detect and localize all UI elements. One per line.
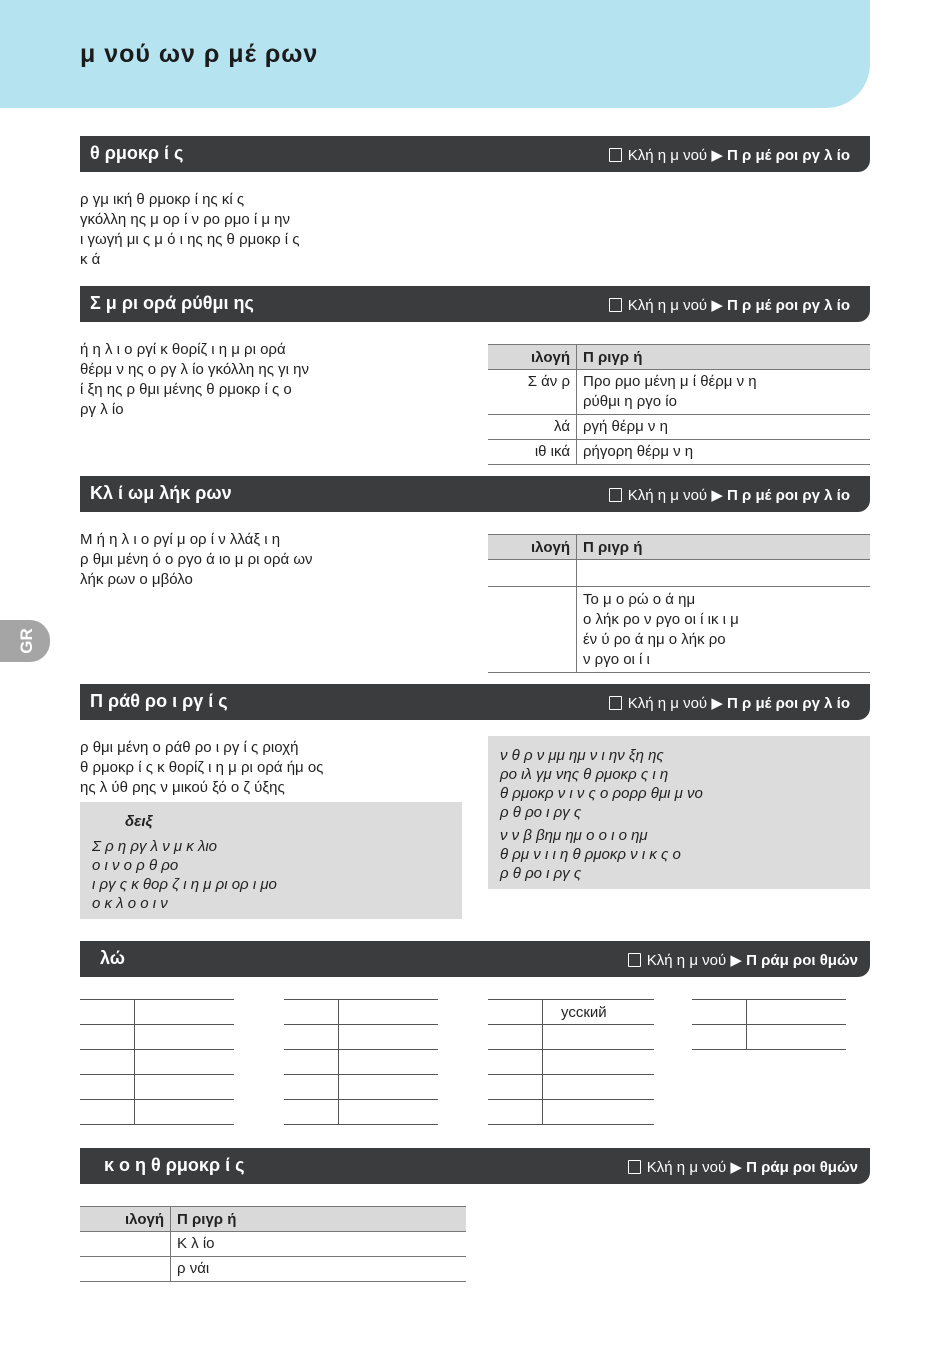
play-arrow-icon: ▶ <box>711 695 723 712</box>
language-row[interactable] <box>80 1075 234 1100</box>
language-code <box>488 1075 543 1100</box>
table-row <box>488 370 870 415</box>
language-row[interactable] <box>488 1000 654 1025</box>
info-line: ν ν β βημ ημ ο ο ι ο ημ <box>500 827 648 844</box>
language-name <box>747 1000 847 1025</box>
language-name <box>135 1025 235 1050</box>
language-code <box>80 1000 135 1025</box>
body-line: ί ξη ης ρ θμι μένης θ ρμοκρ ί ς ο <box>80 381 292 398</box>
side-tab-label: GR <box>16 628 36 654</box>
language-name <box>747 1025 847 1050</box>
play-arrow-icon: ▶ <box>730 952 742 969</box>
table-cell <box>80 1232 171 1257</box>
table-cell: ρήγορη θέρμ ν η <box>577 440 871 465</box>
language-code <box>284 1050 339 1075</box>
table-header: ιλογή <box>488 345 577 370</box>
body-line: Μ ή η λ ι ο ργί μ ορ ί ν λλάξ ι η <box>80 531 281 548</box>
language-list <box>488 999 654 1125</box>
language-row[interactable] <box>488 1050 654 1075</box>
info-line: θ ρμ ν ι ι η θ ρμοκρ ν ι κ ς ο <box>500 846 681 863</box>
language-name <box>543 1025 655 1050</box>
table-cell: ργή θέρμ ν η <box>577 415 871 440</box>
menu-path-prefix: Κλή η μ νού <box>627 487 708 504</box>
language-row[interactable] <box>284 1050 438 1075</box>
table-cell <box>488 560 577 587</box>
menu-path <box>609 296 850 314</box>
language-code <box>692 1025 747 1050</box>
table-row <box>80 1257 466 1282</box>
table-cell: Το μ ο ρώ ο ά ημ ο λήκ ρο ν ργο οι ί ικ ι μ έν ύ ρο ά ημ ο λήκ ρο ν ργο οι ί ι <box>577 587 871 673</box>
language-list <box>284 999 438 1125</box>
table-header: Π ριγρ ή <box>577 535 871 560</box>
note-line: ι ργ ς κ θορ ζ ι η μ ρι ορ ι μο <box>92 876 277 893</box>
info-box <box>488 736 870 889</box>
language-row[interactable] <box>80 1050 234 1075</box>
section-bar-language <box>80 941 870 977</box>
menu-path-prefix: Κλή η μ νού <box>646 952 727 969</box>
language-name <box>135 1000 235 1025</box>
language-code <box>488 1000 543 1025</box>
menu-path-prefix: Κλή η μ νού <box>627 297 708 314</box>
body-line: ρ γμ ική θ ρμοκρ ί ης κί ς <box>80 191 245 208</box>
note-line: ο κ λ ο ο ι ν <box>92 895 168 912</box>
language-row[interactable] <box>284 1000 438 1025</box>
language-row[interactable] <box>284 1100 438 1125</box>
menu-path-target: Π ράμ ροι θμών <box>746 952 858 969</box>
document-icon <box>609 148 622 162</box>
language-name <box>339 1025 439 1050</box>
menu-path <box>609 486 850 504</box>
table-cell: Κ λ ίο <box>171 1232 467 1257</box>
section-bar-temperature-unit <box>80 1148 870 1184</box>
menu-path <box>628 951 858 969</box>
play-arrow-icon: ▶ <box>711 487 723 504</box>
body-line: λήκ ρων ο μβόλο <box>80 571 193 588</box>
menu-path-target: Π ράμ ροι θμών <box>746 1159 858 1176</box>
section-title: Κλ ί ωμ λήκ ρων <box>90 483 232 503</box>
language-row[interactable] <box>488 1100 654 1125</box>
table-header: Π ριγρ ή <box>577 345 871 370</box>
body-line: θέρμ ν ης ο ργ λ ίο γκόλλη ης γι ην <box>80 361 309 378</box>
language-side-tab <box>0 620 50 662</box>
language-code <box>692 1000 747 1025</box>
section-bar-operating-window <box>80 684 870 720</box>
language-code <box>284 1025 339 1050</box>
table-header: ιλογή <box>80 1207 171 1232</box>
language-name <box>543 1050 655 1075</box>
table-cell <box>488 587 577 673</box>
options-table <box>80 1206 466 1282</box>
language-name <box>339 1075 439 1100</box>
body-line: ης λ ύθ ρης ν μικού ξό ο ζ ύξης <box>80 779 285 796</box>
language-row[interactable] <box>284 1075 438 1100</box>
menu-path <box>609 694 850 712</box>
menu-path <box>609 146 850 164</box>
section-title: κ ο η θ ρμοκρ ί ς <box>104 1155 245 1175</box>
table-row <box>488 415 870 440</box>
menu-path-prefix: Κλή η μ νού <box>627 147 708 164</box>
body-line: ρ θμι μένη ο ράθ ρο ι ργ ί ς ριοχή <box>80 739 299 756</box>
info-text <box>500 746 703 883</box>
table-cell: Προ ρμο μένη μ ί θέρμ ν η ρύθμι η ργο ίο <box>577 370 871 415</box>
table-row <box>488 587 870 673</box>
language-row[interactable] <box>80 1100 234 1125</box>
menu-path-target: Π ρ μέ ροι ργ λ ίο <box>727 487 850 504</box>
table-cell <box>577 560 871 587</box>
menu-path-target: Π ρ μέ ροι ργ λ ίο <box>727 695 850 712</box>
language-row[interactable] <box>80 1000 234 1025</box>
language-list <box>80 999 234 1125</box>
body-line: ρ θμι μένη ό ο ργο ά ιο μ ρι ορά ων <box>80 551 313 568</box>
document-icon <box>628 1160 641 1174</box>
body-line: ή η λ ι ο ργί κ θορίζ ι η μ ρι ορά <box>80 341 286 358</box>
note-box <box>80 802 462 919</box>
language-code <box>80 1050 135 1075</box>
table-row <box>488 560 870 587</box>
section-title: λώ <box>100 948 125 968</box>
section-body <box>80 190 480 270</box>
language-name <box>339 1000 439 1025</box>
info-line: ρ θ ρο ι ργ ς <box>500 865 582 882</box>
info-line: θ ρμοκρ ν ι ν ς ο ρορρ θμι μ νο <box>500 785 703 802</box>
language-code <box>488 1050 543 1075</box>
body-line: θ ρμοκρ ί ς κ θορίζ ι η μ ρι ορά ήμ ος <box>80 759 324 776</box>
language-code <box>80 1075 135 1100</box>
document-icon <box>609 488 622 502</box>
table-row <box>80 1232 466 1257</box>
info-line: ρ θ ρο ι ργ ς <box>500 804 582 821</box>
table-cell: Σ άν ρ <box>488 370 577 415</box>
section-bar-heating-mode <box>80 286 870 322</box>
note-line: Σ ρ η ργ λ ν μ κ λιο <box>92 838 218 855</box>
table-cell: λά <box>488 415 577 440</box>
language-name <box>339 1100 439 1125</box>
language-code <box>80 1100 135 1125</box>
language-name <box>135 1075 235 1100</box>
table-cell: ιθ ικά <box>488 440 577 465</box>
info-line: ν θ ρ ν μμ ημ ν ι ην ξη ης <box>500 747 664 764</box>
table-row <box>488 440 870 465</box>
language-code <box>488 1025 543 1050</box>
play-arrow-icon: ▶ <box>711 147 723 164</box>
language-name <box>339 1050 439 1075</box>
language-row[interactable] <box>488 1075 654 1100</box>
language-list <box>692 999 846 1050</box>
document-icon <box>628 953 641 967</box>
menu-path-prefix: Κλή η μ νού <box>646 1159 727 1176</box>
table-header: ιλογή <box>488 535 577 560</box>
section-body <box>80 738 480 798</box>
options-table <box>488 344 870 465</box>
language-row[interactable] <box>692 1000 846 1025</box>
body-line: κ ά <box>80 251 101 268</box>
menu-path-prefix: Κλή η μ νού <box>627 695 708 712</box>
section-title: Π ράθ ρο ι ργ ί ς <box>90 691 228 711</box>
table-header: Π ριγρ ή <box>171 1207 467 1232</box>
section-title: θ ρμοκρ ί ς <box>90 143 184 163</box>
info-line: ρο ιλ γμ νης θ ρμοκρ ς ι η <box>500 766 669 783</box>
language-name <box>543 1075 655 1100</box>
note-text <box>92 837 277 913</box>
language-name <box>135 1100 235 1125</box>
language-name <box>543 1100 655 1125</box>
language-row[interactable] <box>284 1025 438 1050</box>
section-body <box>80 530 480 590</box>
note-title: δειξ <box>125 813 153 830</box>
language-name <box>135 1050 235 1075</box>
language-code <box>284 1075 339 1100</box>
language-row[interactable] <box>80 1025 234 1050</box>
page-title: μ νού ων ρ μέ ρων <box>80 40 319 68</box>
section-bar-temperature <box>80 136 870 172</box>
menu-path-target: Π ρ μέ ροι ργ λ ίο <box>727 297 850 314</box>
play-arrow-icon: ▶ <box>730 1159 742 1176</box>
language-name: усский <box>543 1000 655 1025</box>
menu-path-target: Π ρ μέ ροι ργ λ ίο <box>727 147 850 164</box>
note-line: ο ι ν ο ρ θ ρο <box>92 857 179 874</box>
menu-path <box>628 1158 858 1176</box>
language-row[interactable] <box>692 1025 846 1050</box>
play-arrow-icon: ▶ <box>711 297 723 314</box>
section-title: Σ μ ρι ορά ρύθμι ης <box>90 293 254 313</box>
body-line: ργ λ ίο <box>80 401 124 418</box>
language-row[interactable] <box>488 1025 654 1050</box>
document-icon <box>609 298 622 312</box>
language-code <box>284 1000 339 1025</box>
body-line: ι γωγή μι ς μ ό ι ης ης θ ρμοκρ ί ς <box>80 231 300 248</box>
body-line: γκόλλη ης μ ορ ί ν ρο ρμο ί μ ην <box>80 211 291 228</box>
section-bar-plunger-lock <box>80 476 870 512</box>
document-icon <box>609 696 622 710</box>
language-code <box>488 1100 543 1125</box>
language-code <box>284 1100 339 1125</box>
section-body <box>80 340 480 420</box>
table-cell <box>80 1257 171 1282</box>
table-cell: ρ νάι <box>171 1257 467 1282</box>
language-code <box>80 1025 135 1050</box>
options-table <box>488 534 870 673</box>
